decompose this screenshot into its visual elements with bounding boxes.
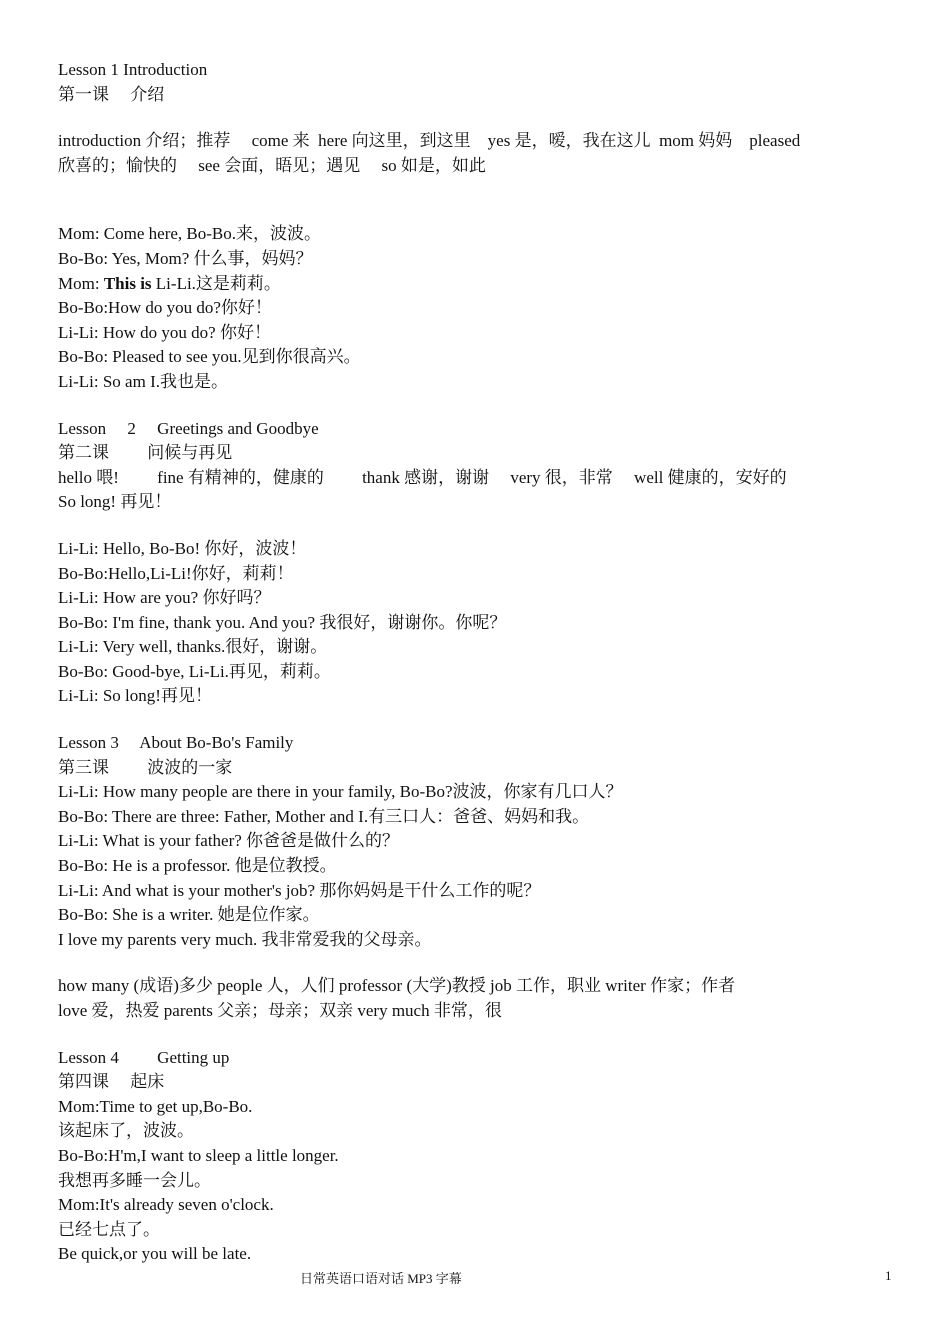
lesson3-vocab-line: how many (成语)多少 people 人，人们 professor (大学)教授 job 工作，职业 writer 作家；作者: [58, 976, 736, 996]
speaker-label: Mom:: [58, 273, 104, 293]
dialog-line: Bo-Bo: She is a writer. 她是位作家。: [58, 905, 320, 925]
dialog-line: Li-Li: What is your father? 你爸爸是做什么的？: [58, 831, 400, 851]
dialog-line: 我想再多睡一会儿。: [58, 1170, 211, 1190]
bold-phrase: This is: [103, 273, 152, 293]
dialog-line: Bo-Bo: Pleased to see you.见到你很高兴。: [58, 347, 361, 367]
dialog-line: Li-Li: Hello, Bo-Bo! 你好，波波！: [58, 538, 307, 558]
dialog-line: Li-Li: Very well, thanks.很好，谢谢。: [58, 637, 328, 657]
document-body: [58, 58, 894, 1267]
dialog-line: Bo-Bo:How do you do?你好！: [58, 298, 272, 318]
dialog-text: Li-Li.这是莉莉。: [151, 273, 281, 293]
dialog-line: Bo-Bo: He is a professor. 他是位教授。: [58, 856, 337, 876]
lesson4-title: Lesson 4 Getting up: [58, 1047, 230, 1067]
lesson2-title: Lesson 2 Greetings and Goodbye: [58, 418, 319, 438]
lesson2-vocab-line: hello 喂! fine 有精神的，健康的 thank 感谢，谢谢 very 很，非常 well 健康的，安好的: [58, 467, 787, 487]
dialog-line: I love my parents very much. 我非常爱我的父母亲。: [58, 929, 432, 949]
dialog-line: Bo-Bo: I'm fine, thank you. And you? 我很好，谢谢你。你呢？: [58, 612, 507, 632]
dialog-line: Li-Li: How do you do? 你好！: [58, 322, 271, 342]
dialog-line: Li-Li: How many people are there in your family, Bo-Bo?波波，你家有几口人？: [58, 782, 623, 802]
lesson1-title: Lesson 1 Introduction: [58, 60, 208, 79]
dialog-line: [58, 272, 894, 297]
lesson1-vocab-line: 欣喜的；愉快的 see 会面，晤见；遇见 so 如是，如此: [58, 155, 486, 175]
lesson3-vocab-line: love 爱，热爱 parents 父亲；母亲；双亲 very much 非常，很: [58, 1001, 502, 1020]
footer-title: 日常英语口语对话 MP3 字幕: [300, 1271, 462, 1286]
dialog-line: Li-Li: And what is your mother's job? 那你妈妈是干什么工作的呢？: [58, 880, 541, 900]
lesson1-vocab-line: introduction 介绍；推荐 come 来 here 向这里，到这里 yes 是，嗳，我在这儿 mom 妈妈 pleased: [58, 131, 801, 151]
page-number: 1: [885, 1268, 892, 1283]
dialog-line: Bo-Bo:Hello,Li-Li!你好，莉莉！: [58, 563, 294, 583]
dialog-line: Mom:Time to get up,Bo-Bo.: [58, 1096, 253, 1116]
dialog-line: Bo-Bo: There are three: Father, Mother and I.有三口人：爸爸、妈妈和我。: [58, 806, 590, 826]
lesson2-vocab-line: So long! 再见！: [58, 492, 172, 512]
dialog-line: Mom: Come here, Bo-Bo.来，波波。: [58, 224, 322, 244]
dialog-line: Li-Li: How are you? 你好吗？: [58, 588, 271, 608]
dialog-line: Bo-Bo: Yes, Mom? 什么事，妈妈？: [58, 248, 313, 268]
lesson2-title-cn: 第二课 问候与再见: [58, 443, 233, 463]
dialog-line: Bo-Bo:H'm,I want to sleep a little longer.: [58, 1145, 339, 1165]
dialog-line: Bo-Bo: Good-bye, Li-Li.再见，莉莉。: [58, 661, 331, 681]
lesson3-title: Lesson 3 About Bo-Bo's Family: [58, 733, 294, 753]
dialog-line: Li-Li: So am I.我也是。: [58, 371, 228, 391]
dialog-line: 该起床了，波波。: [58, 1121, 194, 1141]
lesson1-title-cn: 第一课 介绍: [58, 84, 165, 104]
lesson4-title-cn: 第四课 起床: [58, 1072, 165, 1092]
dialog-line: 已经七点了。: [58, 1219, 160, 1239]
dialog-line: Mom:It's already seven o'clock.: [58, 1195, 274, 1215]
dialog-line: Be quick,or you will be late.: [58, 1244, 252, 1264]
dialog-line: Li-Li: So long!再见！: [58, 686, 212, 706]
lesson3-title-cn: 第三课 波波的一家: [58, 757, 233, 777]
